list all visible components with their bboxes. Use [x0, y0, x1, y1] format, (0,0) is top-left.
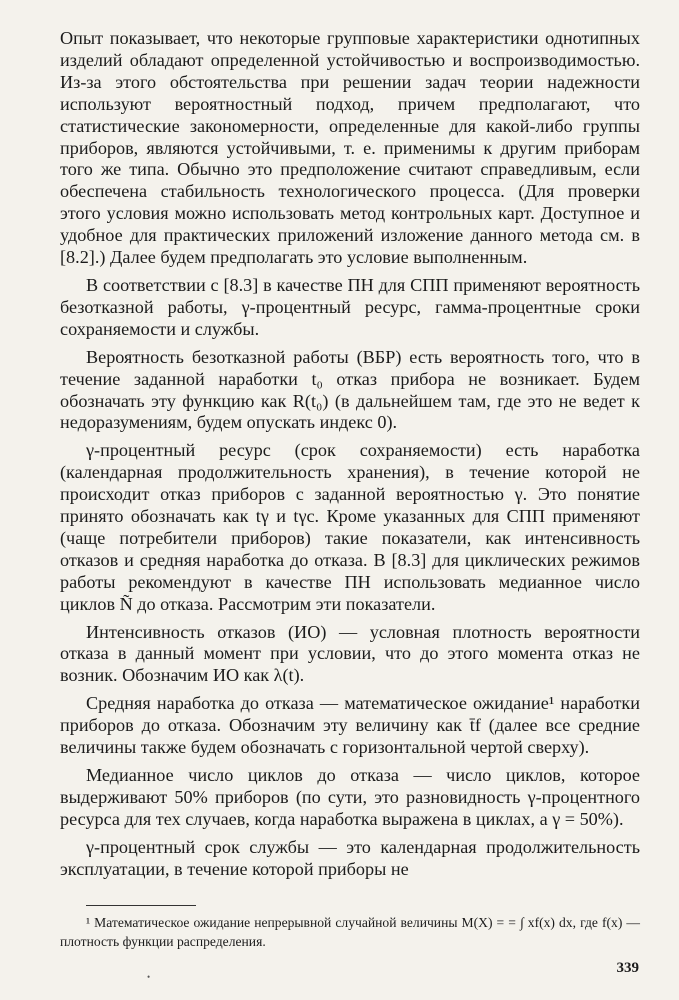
- paragraph-8: γ-процентный срок службы — это календарная продолжительность эксплуатации, в течение которой приборы не: [60, 836, 640, 879]
- page-number: 339: [616, 960, 639, 976]
- scan-speck: •: [147, 972, 151, 982]
- paragraph-5: Интенсивность отказов (ИО) — условная плотность вероятности отказа в данный момент при условии, что до этого момента отказ не возник. Обозначим ИО как λ(t).: [60, 621, 640, 686]
- paragraph-4: γ-процентный ресурс (срок сохраняемости) есть наработка (календарная продолжительность хранения), в течение которой не происходит отказ приборов с заданной вероятностью γ. Это понятие принято обозначать как tγ и tγс. Кроме указанных для СПП применяют (чаще потребители приборов) такие показатели, как интенсивность отказов и средняя наработка до отказа. В [8.3] для циклических режимов работы рекомендуют в качестве ПН использовать медианное число циклов Ñ до отказа. Рассмотрим эти показатели.: [60, 440, 640, 614]
- footnote: ¹ Математическое ожидание непрерывной случайной величины M(X) = = ∫ xf(x) dx, где f(x) — плотность функции распределения.: [60, 915, 640, 949]
- paragraph-7: Медианное число циклов до отказа — число циклов, которое выдерживают 50% приборов (по сути, это разновидность γ-процентного ресурса для тех случаев, когда наработка выражена в циклах, а γ = 50%).: [60, 765, 640, 829]
- paragraph-1: Опыт показывает, что некоторые групповые характеристики однотипных изделий обладают определенной устойчивостью и воспроизводимостью. Из-за этого обстоятельства при решении задач теории надежности используют вероятностный подход, причем предполагают, что статистические закономерности, определенные для какой-либо группы приборов, являются устойчивыми, т. е. применимы к другим приборам того же типа. Обычно это предположение считают справедливым, если обеспечена стабильность технологического процесса. (Для проверки этого условия можно использовать метод контрольных карт. Доступное и удобное для практических приложений изложение данного метода см. в [8.2].) Далее будем предполагать это условие выполненным.: [60, 28, 640, 268]
- paragraph-3: Вероятность безотказной работы (ВБР) есть вероятность того, что в течение заданной наработки t₀ отказ прибора не возникает. Будем обозначать эту функцию как R(t₀) (в дальнейшем там, где это не ведет к недоразумениям, будем опускать индекс 0).: [60, 346, 640, 433]
- paragraph-2: В соответствии с [8.3] в качестве ПН для СПП применяют вероятность безотказной работы, γ-процентный ресурс, гамма-процентные сроки сохраняемости и службы.: [60, 274, 640, 339]
- main-text-column: [60, 28, 640, 887]
- paragraph-6: Средняя наработка до отказа — математическое ожидание¹ наработки приборов до отказа. Обозначим эту величину как t̄f (далее все средние величины также будем обозначать с горизонтальной чертой сверху).: [60, 693, 640, 758]
- footnote-divider: [86, 905, 196, 906]
